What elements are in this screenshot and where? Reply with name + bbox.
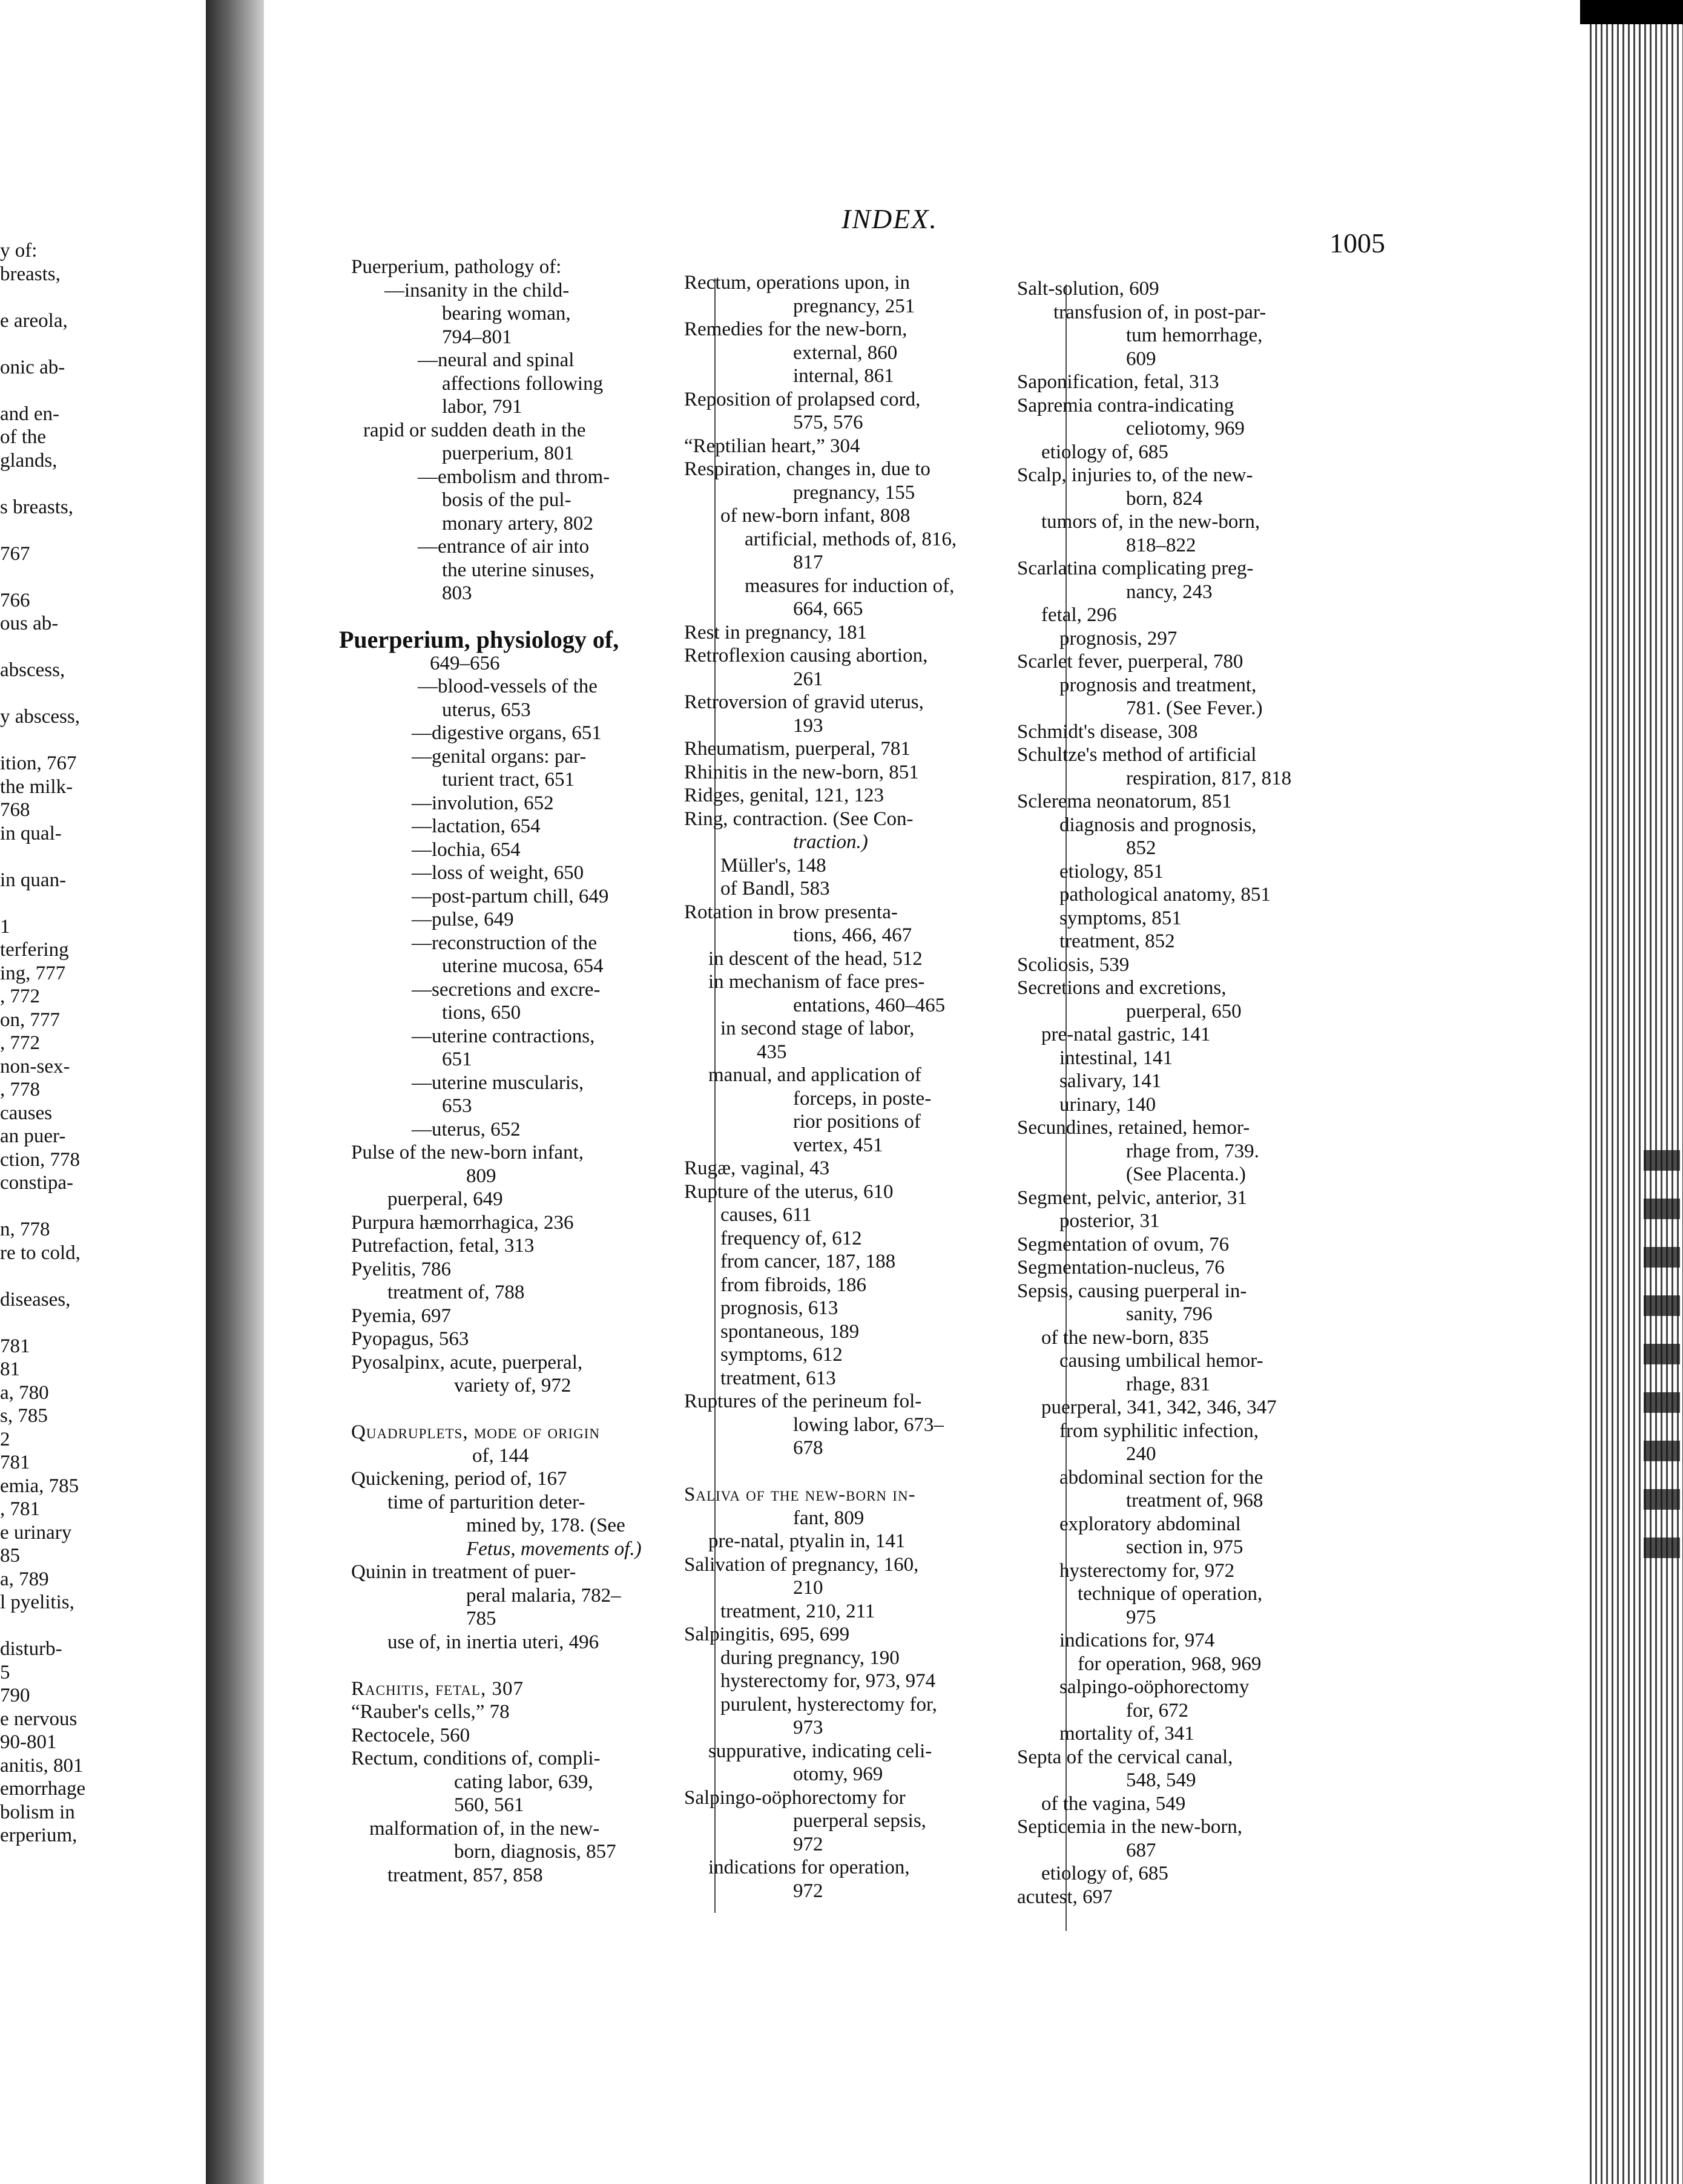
index-entry: 794–801 [442, 326, 512, 348]
index-entry: Ridges, genital, 121, 123 [684, 784, 884, 806]
fragment-line: of the [0, 426, 47, 448]
index-entry: —involution, 652 [412, 792, 554, 814]
index-column-2 [684, 271, 1059, 1903]
fragment-line [0, 1311, 97, 1335]
index-entry: exploratory abdominal [1059, 1513, 1241, 1535]
index-entry: Scarlet fever, puerperal, 780 [1017, 651, 1243, 673]
running-header: INDEX. [842, 203, 938, 234]
index-entry: puerperium, 801 [442, 442, 575, 464]
index-entry: Pulse of the new-born infant, [351, 1142, 584, 1163]
index-entry: Rectum, operations upon, in [684, 272, 911, 294]
index-entry: —embolism and throm- [418, 465, 610, 488]
fragment-line [0, 472, 97, 496]
index-entry: purulent, hysterectomy for, [720, 1693, 937, 1715]
scan-border [1580, 0, 1683, 24]
fragment-line: the milk- [0, 775, 73, 798]
fragment-line [0, 636, 97, 659]
index-entry: celiotomy, 969 [1126, 418, 1245, 439]
index-entry: suppurative, indicating celi- [708, 1740, 932, 1762]
index-entry: of, 144 [472, 1444, 529, 1467]
index-entry: Retroversion of gravid uterus, [684, 691, 924, 713]
index-entry: time of parturition deter- [387, 1491, 585, 1513]
index-entry: salpingo-oöphorectomy [1059, 1676, 1250, 1698]
fragment-line: n, 778 [0, 1219, 50, 1240]
index-entry: 972 [793, 1833, 823, 1855]
index-entry: pregnancy, 251 [793, 295, 915, 317]
fragment-line: 81 [0, 1358, 20, 1380]
index-entry: pathological anatomy, 851 [1059, 884, 1271, 906]
index-entry: 193 [793, 714, 823, 737]
index-entry: fetal, 296 [1041, 604, 1117, 626]
index-entry: 852 [1126, 837, 1156, 859]
index-entry: rhage, 831 [1126, 1373, 1211, 1395]
index-entry: “Reptilian heart,” 304 [684, 435, 860, 457]
index-entry: hysterectomy for, 972 [1059, 1559, 1235, 1582]
index-entry: Sapremia contra-indicating [1017, 394, 1234, 416]
fragment-line: 790 [0, 1685, 30, 1706]
fragment-line: l pyelitis, [0, 1591, 74, 1613]
index-column-3 [1017, 277, 1392, 1909]
index-entry: diagnosis and prognosis, [1059, 814, 1257, 836]
entry-spacer [684, 1460, 1059, 1484]
fragment-line [0, 682, 97, 706]
index-entry: otomy, 969 [793, 1763, 883, 1785]
index-entry: 664, 665 [793, 598, 863, 620]
fragment-line: emorrhage [0, 1778, 86, 1800]
index-entry: treatment, 857, 858 [387, 1864, 543, 1886]
index-entry: Pyelitis, 786 [351, 1258, 452, 1280]
fragment-line: causes [0, 1102, 53, 1124]
index-column-1 [339, 255, 714, 1887]
fragment-line: an puer- [0, 1125, 66, 1147]
index-entry: Rectocele, 560 [351, 1724, 470, 1746]
index-entry: Purpura hæmorrhagica, 236 [351, 1211, 574, 1234]
index-entry: traction.) [793, 831, 868, 853]
index-entry: for operation, 968, 969 [1078, 1653, 1262, 1675]
fragment-line: s breasts, [0, 496, 73, 518]
index-entry: bearing woman, [442, 303, 571, 324]
index-entry: bosis of the pul- [442, 489, 571, 511]
index-entry: nancy, 243 [1126, 581, 1213, 603]
index-entry: Sclerema neonatorum, 851 [1017, 791, 1232, 812]
index-entry: Salpingitis, 695, 699 [684, 1623, 850, 1645]
index-entry: Salivation of pregnancy, 160, [684, 1553, 919, 1576]
index-entry: 687 [1126, 1839, 1156, 1861]
index-entry: Ring, contraction. (See Con- [684, 807, 914, 830]
index-entry: sanity, 796 [1126, 1303, 1213, 1325]
index-entry: Müller's, 148 [720, 854, 826, 877]
index-entry: rhage from, 739. [1126, 1140, 1259, 1162]
index-entry: vertex, 451 [793, 1134, 883, 1156]
index-entry: pregnancy, 155 [793, 481, 915, 504]
index-entry: 803 [442, 582, 472, 604]
index-entry: —entrance of air into [418, 536, 590, 558]
index-entry: artificial, methods of, 816, [745, 528, 957, 550]
fragment-line: e urinary [0, 1521, 72, 1544]
index-entry: Secretions and excretions, [1017, 977, 1227, 999]
index-entry: 975 [1126, 1606, 1156, 1628]
index-entry: from syphilitic infection, [1059, 1419, 1259, 1442]
index-entry: —lochia, 654 [412, 838, 521, 861]
index-entry: Quickening, period of, 167 [351, 1468, 567, 1490]
fragment-line: abscess, [0, 659, 65, 681]
index-entry: indications for, 974 [1059, 1630, 1215, 1651]
index-entry: acutest, 697 [1017, 1886, 1113, 1908]
index-entry: —blood-vessels of the [418, 676, 598, 697]
index-entry: spontaneous, 189 [720, 1320, 860, 1343]
fragment-line: terfering [0, 939, 69, 961]
index-entry: causes, 611 [720, 1204, 812, 1226]
index-entry: born, 824 [1126, 487, 1203, 510]
fragment-line: 781 [0, 1452, 30, 1473]
index-entry: 781. (See Fever.) [1126, 697, 1263, 719]
index-entry: Rotation in brow presenta- [684, 901, 898, 923]
index-entry: uterine mucosa, 654 [442, 955, 604, 977]
index-entry: Puerperium, physiology of, [339, 626, 619, 653]
index-entry: Remedies for the new-born, [684, 318, 907, 340]
index-entry: prognosis and treatment, [1059, 674, 1257, 696]
index-entry: —uterus, 652 [412, 1118, 521, 1140]
index-entry: 809 [466, 1165, 496, 1187]
fragment-line: 781 [0, 1335, 30, 1357]
index-entry: Fetus, movements of.) [466, 1538, 642, 1560]
page-number: 1005 [1329, 228, 1385, 258]
index-entry: Schultze's method of artificial [1017, 744, 1257, 766]
index-entry: “Rauber's cells,” 78 [351, 1701, 510, 1723]
index-entry: treatment of, 788 [387, 1281, 525, 1303]
fragment-line: constipa- [0, 1172, 73, 1194]
fragment-line: 1 [0, 915, 10, 938]
index-entry: prognosis, 297 [1059, 627, 1177, 650]
index-entry: Salpingo-oöphorectomy for [684, 1786, 906, 1809]
entry-spacer [351, 1398, 714, 1421]
index-entry: from fibroids, 186 [720, 1274, 867, 1296]
index-entry: of the vagina, 549 [1041, 1792, 1186, 1815]
index-entry: of the new-born, 835 [1041, 1326, 1209, 1349]
index-entry: Saponification, fetal, 313 [1017, 371, 1219, 393]
index-entry: treatment of, 968 [1126, 1490, 1263, 1511]
index-entry: Secundines, retained, hemor- [1017, 1117, 1250, 1139]
index-entry: —insanity in the child- [384, 279, 570, 301]
index-entry: pre-natal gastric, 141 [1041, 1024, 1211, 1045]
index-entry: 609 [1126, 347, 1156, 370]
index-entry: variety of, 972 [454, 1375, 571, 1396]
index-entry: mined by, 178. (See [466, 1515, 625, 1536]
index-entry: Rupture of the uterus, 610 [684, 1180, 894, 1203]
index-entry: Pyopagus, 563 [351, 1328, 469, 1350]
index-entry: —post-partum chill, 649 [412, 885, 609, 907]
entry-spacer [351, 1654, 714, 1677]
index-entry: Scalp, injuries to, of the new- [1017, 464, 1253, 486]
page-stack-edge [1586, 0, 1683, 2184]
index-entry: from cancer, 187, 188 [720, 1251, 896, 1272]
index-entry: salivary, 141 [1059, 1070, 1162, 1092]
index-entry: 818–822 [1126, 534, 1196, 556]
index-entry: tions, 466, 467 [793, 924, 912, 946]
fragment-line: ition, 767 [0, 752, 77, 774]
fragment-line: s, 785 [0, 1405, 48, 1427]
fragment-line [0, 286, 97, 309]
index-entry: posterior, 31 [1059, 1210, 1160, 1232]
index-entry: Puerperium, pathology of: [351, 256, 562, 278]
index-entry: 817 [793, 551, 823, 573]
index-entry: Septa of the cervical canal, [1017, 1746, 1233, 1768]
index-entry: affections following [442, 372, 604, 395]
index-entry: transfusion of, in post-par- [1053, 301, 1266, 323]
fragment-line: a, 789 [0, 1568, 49, 1590]
fragment-line [0, 1265, 97, 1288]
index-entry: external, 860 [793, 341, 898, 364]
index-entry: Reposition of prolapsed cord, [684, 388, 921, 410]
index-entry: treatment, 852 [1059, 930, 1175, 952]
fragment-line: 766 [0, 589, 30, 611]
index-entry: 972 [793, 1880, 823, 1902]
fragment-line: ing, 777 [0, 962, 66, 984]
index-entry: peral malaria, 782– [466, 1584, 621, 1607]
index-entry: Respiration, changes in, due to [684, 458, 930, 480]
fragment-line: 5 [0, 1661, 10, 1683]
fragment-line: , 772 [0, 1032, 40, 1054]
index-entry: puerperal, 341, 342, 346, 347 [1041, 1396, 1277, 1418]
fragment-line: 768 [0, 799, 30, 821]
index-entry: Salt-solution, 609 [1017, 278, 1159, 300]
fragment-line [0, 1195, 97, 1219]
index-entry: causing umbilical hemor- [1059, 1350, 1263, 1372]
index-entry: 651 [442, 1048, 472, 1070]
index-entry: prognosis, 613 [720, 1297, 838, 1319]
fragment-line: in quan- [0, 869, 67, 891]
fragment-line [0, 845, 97, 869]
entry-spacer [351, 605, 714, 629]
index-entry: fant, 809 [793, 1507, 865, 1529]
index-entry: Quinin in treatment of puer- [351, 1561, 576, 1583]
index-entry: 435 [757, 1041, 787, 1063]
fragment-line: e areola, [0, 309, 68, 332]
index-entry: the uterine sinuses, [442, 559, 595, 581]
index-entry: etiology of, 685 [1041, 1863, 1168, 1884]
index-entry: hysterectomy for, 973, 974 [720, 1670, 936, 1692]
index-entry: tum hemorrhage, [1126, 324, 1263, 346]
index-entry: section in, 975 [1126, 1536, 1243, 1558]
index-entry: Putrefaction, fetal, 313 [351, 1235, 535, 1257]
fragment-line: breasts, [0, 263, 61, 285]
book-spine-shadow [206, 0, 264, 2184]
previous-page-fragment [0, 239, 97, 1847]
fragment-line: y abscess, [0, 706, 80, 728]
fragment-line [0, 1614, 97, 1638]
index-entry: of new-born infant, 808 [720, 505, 911, 527]
index-entry: Rest in pregnancy, 181 [684, 621, 868, 643]
index-entry: in mechanism of face pres- [708, 971, 925, 993]
fragment-line: re to cold, [0, 1242, 81, 1264]
fragment-line: 90-801 [0, 1731, 57, 1753]
index-entry: rior positions of [793, 1111, 921, 1133]
index-entry: born, diagnosis, 857 [454, 1841, 616, 1863]
index-entry: intestinal, 141 [1059, 1047, 1173, 1069]
index-entry: 678 [793, 1437, 823, 1459]
index-entry: labor, 791 [442, 396, 522, 418]
index-entry: internal, 861 [793, 365, 894, 387]
fragment-line: , 772 [0, 985, 40, 1007]
index-entry: symptoms, 612 [720, 1344, 843, 1366]
index-entry: 560, 561 [454, 1794, 524, 1816]
index-entry: rapid or sudden death in the [363, 419, 586, 441]
index-entry: monary artery, 802 [442, 512, 593, 534]
fragment-line [0, 565, 97, 589]
index-entry: Scoliosis, 539 [1017, 953, 1130, 976]
index-entry: —pulse, 649 [412, 909, 514, 930]
margin-marks [1644, 1150, 1680, 1574]
index-entry: 261 [793, 668, 823, 690]
index-entry: —reconstruction of the [412, 932, 598, 954]
index-entry: frequency of, 612 [720, 1227, 862, 1249]
index-entry: etiology of, 685 [1041, 441, 1168, 463]
index-entry: —uterine contractions, [412, 1025, 595, 1047]
fragment-line: ction, 778 [0, 1148, 80, 1171]
index-entry: Segment, pelvic, anterior, 31 [1017, 1186, 1247, 1209]
fragment-line: emia, 785 [0, 1475, 79, 1497]
index-entry: during pregnancy, 190 [720, 1646, 900, 1669]
fragment-line: anitis, 801 [0, 1754, 84, 1777]
index-entry: in descent of the head, 512 [708, 947, 923, 970]
index-entry: Ruptures of the perineum fol- [684, 1390, 922, 1412]
index-entry: 548, 549 [1126, 1769, 1196, 1791]
fragment-line: non-sex- [0, 1055, 70, 1077]
index-entry: 973 [793, 1717, 823, 1738]
fragment-line: 85 [0, 1545, 20, 1567]
index-entry: treatment, 613 [720, 1367, 836, 1389]
fragment-line: 767 [0, 542, 30, 565]
fragment-line [0, 519, 97, 542]
index-entry: pre-natal, ptyalin in, 141 [708, 1530, 906, 1552]
fragment-line: on, 777 [0, 1008, 60, 1031]
index-entry: uterus, 653 [442, 699, 531, 721]
fragment-line: a, 780 [0, 1381, 49, 1404]
index-entry: —uterine muscularis, [412, 1071, 584, 1094]
fragment-line: , 781 [0, 1498, 40, 1520]
index-entry: Rheumatism, puerperal, 781 [684, 738, 911, 760]
index-entry: Pyemia, 697 [351, 1304, 451, 1327]
index-entry: entations, 460–465 [793, 994, 946, 1016]
index-entry: Rhinitis in the new-born, 851 [684, 761, 919, 783]
index-entry: cating labor, 639, [454, 1771, 593, 1793]
fragment-line: ous ab- [0, 613, 59, 634]
fragment-line: y of: [0, 240, 38, 261]
index-entry: Saliva of the new-born in- [684, 1484, 916, 1505]
index-entry: manual, and application of [708, 1064, 921, 1086]
fragment-line: in qual- [0, 822, 62, 844]
index-entry: puerperal, 650 [1126, 1000, 1242, 1022]
index-entry: 575, 576 [793, 412, 863, 433]
index-entry: lowing labor, 673– [793, 1413, 944, 1436]
fragment-line: erperium, [0, 1824, 77, 1846]
index-entry: Pyosalpinx, acute, puerperal, [351, 1351, 583, 1373]
index-entry: respiration, 817, 818 [1126, 767, 1292, 789]
fragment-line: , 778 [0, 1079, 40, 1100]
index-entry: turient tract, 651 [442, 769, 575, 791]
index-entry: technique of operation, [1078, 1583, 1263, 1605]
index-entry: Rachitis, fetal, 307 [351, 1677, 524, 1700]
index-entry: puerperal sepsis, [793, 1810, 926, 1832]
index-entry: Rugæ, vaginal, 43 [684, 1157, 830, 1179]
index-entry: —genital organs: par- [412, 745, 587, 768]
index-entry: —digestive organs, 651 [412, 722, 602, 744]
index-entry: treatment, 210, 211 [720, 1600, 875, 1622]
fragment-line [0, 379, 97, 403]
index-entry: Scarlatina complicating preg- [1017, 558, 1254, 579]
index-entry: puerperal, 649 [387, 1188, 503, 1210]
index-entry: measures for induction of, [745, 574, 955, 597]
fragment-line: bolism in [0, 1801, 75, 1823]
index-entry: Segmentation-nucleus, 76 [1017, 1257, 1225, 1278]
index-entry: malformation of, in the new- [369, 1817, 600, 1840]
fragment-line [0, 332, 97, 356]
index-entry: —neural and spinal [418, 349, 575, 371]
index-entry: 785 [466, 1608, 496, 1630]
fragment-line: and en- [0, 403, 60, 425]
index-entry: of Bandl, 583 [720, 878, 830, 900]
fragment-line: disturb- [0, 1638, 62, 1660]
index-entry: —secretions and excre- [412, 978, 601, 1001]
index-entry: abdominal section for the [1059, 1466, 1263, 1488]
fragment-line: diseases, [0, 1288, 71, 1311]
index-entry: —lactation, 654 [412, 815, 541, 837]
index-entry: mortality of, 341 [1059, 1723, 1194, 1745]
fragment-line [0, 892, 97, 915]
index-entry: 653 [442, 1095, 472, 1117]
index-entry: 649–656 [430, 652, 500, 674]
fragment-line [0, 729, 97, 752]
index-entry: in second stage of labor, [720, 1018, 915, 1039]
fragment-line: 2 [0, 1428, 10, 1450]
index-entry: 240 [1126, 1443, 1156, 1465]
index-entry: tumors of, in the new-born, [1041, 511, 1260, 533]
index-entry: indications for operation, [708, 1857, 910, 1878]
fragment-line: glands, [0, 449, 58, 472]
index-entry: (See Placenta.) [1126, 1163, 1246, 1185]
index-entry: forceps, in poste- [793, 1087, 932, 1110]
index-entry: tions, 650 [442, 1002, 521, 1024]
index-entry: Quadruplets, mode of origin [351, 1421, 600, 1443]
index-entry: for, 672 [1126, 1699, 1189, 1722]
index-entry: etiology, 851 [1059, 860, 1164, 883]
index-entry: Septicemia in the new-born, [1017, 1816, 1243, 1838]
index-entry: —loss of weight, 650 [412, 862, 584, 884]
index-entry: symptoms, 851 [1059, 907, 1182, 929]
fragment-line: e nervous [0, 1708, 77, 1730]
fragment-line: onic ab- [0, 356, 65, 378]
index-entry: Retroflexion causing abortion, [684, 645, 928, 666]
index-entry: Schmidt's disease, 308 [1017, 720, 1198, 743]
index-entry: use of, in inertia uteri, 496 [387, 1631, 599, 1653]
index-entry: Rectum, conditions of, compli- [351, 1748, 601, 1769]
index-entry: 210 [793, 1577, 823, 1599]
index-entry: Segmentation of ovum, 76 [1017, 1233, 1230, 1255]
index-entry: Sepsis, causing puerperal in- [1017, 1280, 1247, 1302]
index-entry: urinary, 140 [1059, 1093, 1156, 1116]
